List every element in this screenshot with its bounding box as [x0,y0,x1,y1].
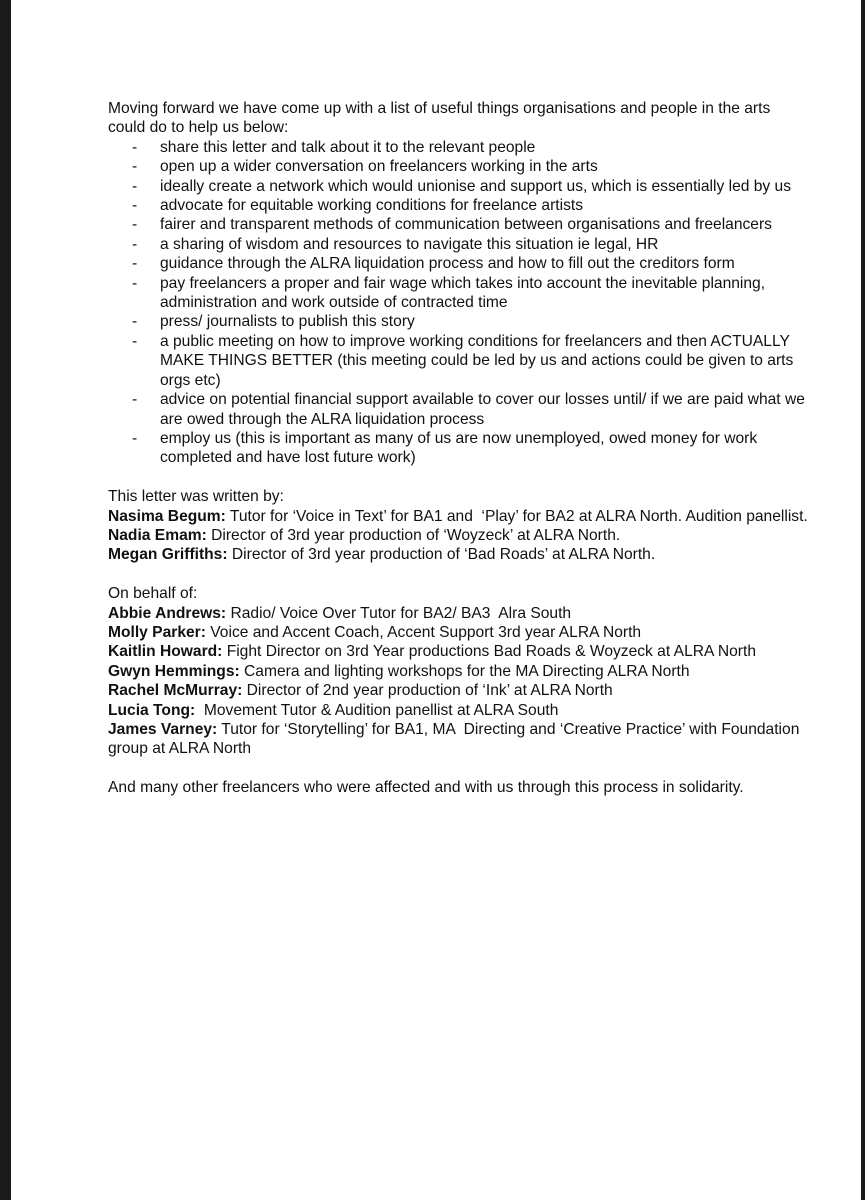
letter-page [108,99,808,798]
list-item [108,215,808,234]
person-name: Lucia Tong: [108,701,196,719]
person-role: Tutor for ‘Storytelling’ for BA1, MA Directing and ‘Creative Practice’ with Foundation group at ALRA North [108,720,804,758]
list-item [108,138,808,157]
spacer [108,759,808,778]
person-name: Gwyn Hemmings: [108,662,240,680]
behalf-credit [108,604,808,623]
bullet-dash: - [132,197,138,215]
person-name: Abbie Andrews: [108,604,227,622]
person-role: Camera and lighting workshops for the MA Directing ALRA North [239,662,690,680]
list-item-text: open up a wider conversation on freelancers working in the arts [160,158,598,176]
person-role: Director of 3rd year production of ‘Bad Roads’ at ALRA North. [227,546,656,564]
person-role: Voice and Accent Coach, Accent Support 3rd year ALRA North [205,623,642,641]
person-role: Director of 2nd year production of ‘Ink’ at ALRA North [242,682,613,700]
bullet-dash: - [132,429,138,447]
behalf-credit [108,720,808,759]
person-name: James Varney: [108,720,218,738]
list-item [108,235,808,254]
person-role: Movement Tutor & Audition panellist at ALRA South [195,701,559,719]
bullet-dash: - [132,158,138,176]
person-name: Kaitlin Howard: [108,643,223,661]
author-credit [108,526,808,545]
suggestion-list [108,138,808,468]
list-item-text: advice on potential financial support available to cover our losses until/ if we are paid what we are owed through the ALRA liquidation process [160,391,805,428]
closing-paragraph: And many other freelancers who were affected and with us through this process in solidarity. [108,779,744,797]
behalf-credit [108,662,808,681]
list-item [108,177,808,196]
behalf-credit [108,642,808,661]
list-item-text: ideally create a network which would unionise and support us, which is essentially led by us [160,177,792,195]
behalf-credit [108,681,808,700]
list-item [108,312,808,331]
bullet-dash: - [132,391,138,409]
author-credit [108,507,808,526]
list-item [108,332,808,390]
list-item-text: fairer and transparent methods of communication between organisations and freelancers [160,216,772,234]
behalf-heading: On behalf of: [108,585,198,603]
bullet-dash: - [132,255,138,273]
list-item-text: guidance through the ALRA liquidation process and how to fill out the creditors form [160,255,735,273]
list-item-text: share this letter and talk about it to the relevant people [160,138,536,156]
authors-list [108,507,808,565]
list-item [108,157,808,176]
list-item-text: a public meeting on how to improve working conditions for freelancers and then ACTUALLY MAKE THINGS BETTER (this meeting could be led by us and actions could be given to arts orgs etc) [160,332,794,389]
intro-paragraph: Moving forward we have come up with a list of useful things organisations and people in the arts could do to help us below: [108,100,771,137]
behalf-credit [108,701,808,720]
person-role: Radio/ Voice Over Tutor for BA2/ BA3 Alra South [226,604,572,622]
written-by-heading: This letter was written by: [108,488,284,506]
person-name: Nasima Begum: [108,507,226,525]
person-role: Fight Director on 3rd Year productions Bad Roads & Woyzeck at ALRA North [222,643,757,661]
list-item-text: advocate for equitable working conditions for freelance artists [160,197,583,215]
behalf-list [108,604,808,759]
bullet-dash: - [132,177,138,195]
list-item-text: employ us (this is important as many of us are now unemployed, owed money for work completed and have lost future work) [160,429,758,467]
person-name: Megan Griffiths: [108,546,228,564]
left-page-edge [0,0,11,1200]
list-item-text: press/ journalists to publish this story [160,313,415,331]
list-item [108,196,808,215]
list-item [108,274,808,313]
person-name: Rachel McMurray: [108,682,243,700]
list-item [108,429,808,468]
spacer [108,468,808,487]
bullet-dash: - [132,235,138,253]
person-role: Director of 3rd year production of ‘Woyzeck’ at ALRA North. [206,526,621,544]
list-item-text: a sharing of wisdom and resources to navigate this situation ie legal, HR [160,235,659,253]
bullet-dash: - [132,216,138,234]
bullet-dash: - [132,313,138,331]
bullet-dash: - [132,332,138,350]
spacer [108,565,808,584]
person-name: Molly Parker: [108,623,206,641]
person-name: Nadia Emam: [108,526,207,544]
bullet-dash: - [132,138,138,156]
author-credit [108,545,808,564]
list-item-text: pay freelancers a proper and fair wage which takes into account the inevitable planning, administration and work outside of contracted time [160,274,766,312]
behalf-credit [108,623,808,642]
list-item [108,254,808,273]
right-page-edge [861,0,865,1200]
list-item [108,390,808,429]
bullet-dash: - [132,274,138,292]
person-role: Tutor for ‘Voice in Text’ for BA1 and ‘Play’ for BA2 at ALRA North. Audition panellist. [225,507,808,525]
